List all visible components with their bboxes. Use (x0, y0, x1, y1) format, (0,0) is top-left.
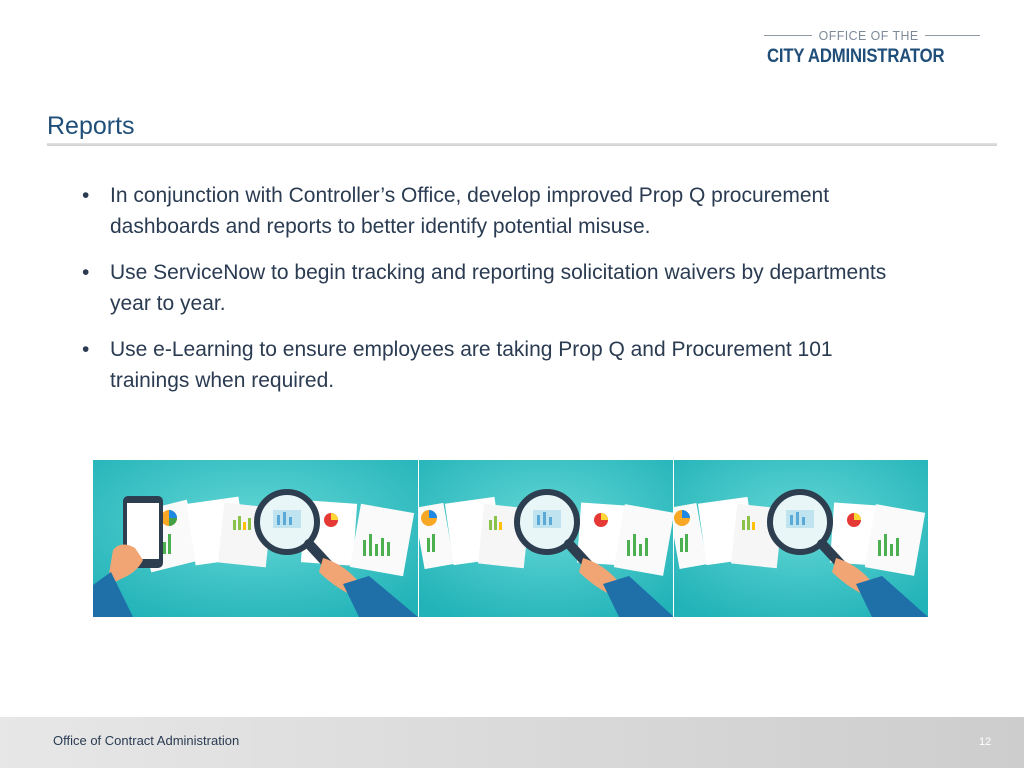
logo-top-row (764, 24, 980, 46)
report-illustration-art (93, 460, 418, 617)
title-divider (47, 143, 997, 146)
city-administrator-logo (764, 24, 980, 68)
report-illustration (418, 460, 674, 617)
report-illustration (673, 460, 928, 617)
bullet-dot: • (82, 184, 90, 207)
bullet-text: Use e-Learning to ensure employees are taking Prop Q and Procurement 101 trainings when required. (110, 338, 833, 392)
bullet-item (80, 257, 910, 319)
logo-city-administrator: CITY ADMINISTRATOR (767, 46, 945, 67)
footer-bar (0, 717, 1024, 768)
bullet-text: Use ServiceNow to begin tracking and reporting solicitation waivers by departments year to year. (110, 261, 887, 315)
footer-org-name: Office of Contract Administration (53, 733, 240, 748)
report-illustration (93, 460, 418, 617)
report-illustration-strip (93, 460, 928, 617)
bullet-item (80, 180, 910, 242)
bullet-list (80, 180, 910, 411)
bullet-dot: • (82, 338, 90, 361)
logo-office-of-the: OFFICE OF THE (818, 27, 919, 43)
bullet-text: In conjunction with Controller’s Office, develop improved Prop Q procurement dashboards and reports to better identify potential misuse. (110, 184, 830, 238)
page-number: 12 (979, 736, 992, 748)
report-illustration-art (419, 460, 674, 617)
logo-rule-left (764, 35, 812, 36)
bullet-dot: • (82, 261, 90, 284)
bullet-item (80, 334, 910, 396)
logo-rule-right (925, 35, 980, 36)
slide-title: Reports (47, 112, 135, 140)
report-illustration-art (674, 460, 928, 617)
